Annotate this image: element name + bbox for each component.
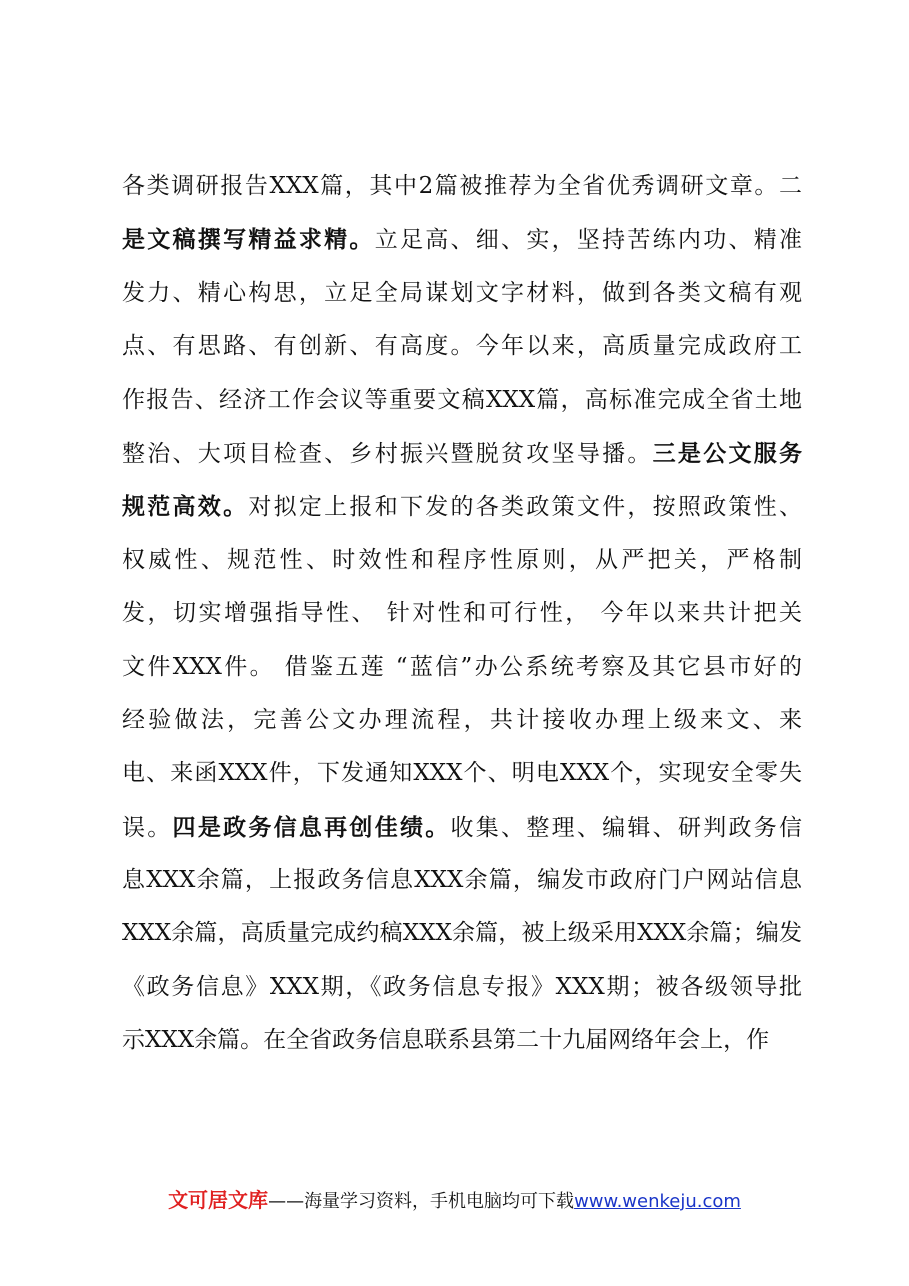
text-line	[122, 801, 802, 854]
text-line	[122, 427, 802, 480]
text-segment: 立足高、细、实，坚持苦练内功、精准	[374, 227, 802, 254]
footer-link[interactable]: www.wenkeju.com	[574, 1191, 741, 1212]
bold-heading-segment: 四是政务信息再创佳绩。	[172, 813, 451, 841]
text-line	[122, 160, 802, 213]
text-segment: 《政务信息》XXX期，《政务信息专报》XXX期；被各级领导批	[122, 973, 802, 1000]
text-segment: 点、有思路、有创新、有高度。今年以来，高质量完成政府工	[122, 333, 802, 360]
bold-heading-segment: 三是公文服务	[652, 439, 802, 467]
text-segment: XXX余篇，高质量完成约稿XXX余篇，被上级采用XXX余篇；编发	[122, 920, 802, 947]
text-segment: 息XXX余篇，上报政务信息XXX余篇，编发市政府门户网站信息	[122, 867, 802, 894]
text-segment: 经验做法，完善公文办理流程，共计接收办理上级来文、来	[122, 706, 802, 733]
text-line	[122, 374, 802, 427]
text-segment: 各类调研报告XXX篇，其中2篇被推荐为全省优秀调研文章。二	[122, 173, 802, 199]
text-line	[122, 1014, 802, 1067]
text-segment: 作报告、经济工作会议等重要文稿XXX篇，高标准完成全省土地	[122, 386, 802, 413]
footer-banner	[0, 1184, 909, 1213]
text-segment: 整治、大项目检查、乡村振兴暨脱贫攻坚导播。	[122, 440, 653, 467]
text-segment: 发，切实增强指导性、 针对性和可行性， 今年以来共计把关	[122, 600, 802, 627]
text-line	[122, 213, 802, 266]
text-segment: 发力、精心构思，立足全局谋划文字材料，做到各类文稿有观	[122, 279, 802, 306]
footer-brand: 文可居文库	[168, 1188, 269, 1212]
bold-heading-segment: 规范高效。	[122, 493, 249, 521]
text-segment: 文件XXX件。 借鉴五莲 “蓝信”办公系统考察及其它县市好的	[122, 653, 802, 680]
text-line	[122, 641, 802, 694]
text-line	[122, 320, 802, 373]
text-segment: 误。	[122, 814, 173, 841]
text-segment: 权威性、规范性、时效性和程序性原则，从严把关，严格制	[122, 546, 802, 573]
text-line	[122, 267, 802, 320]
text-segment: 示XXX余篇。在全省政务信息联系县第二十九届网络年会上，作	[122, 1027, 770, 1054]
text-segment: 电、来函XXX件，下发通知XXX个、明电XXX个，实现安全零失	[122, 760, 802, 787]
footer-tagline: 海量学习资料，手机电脑均可下载	[304, 1191, 575, 1212]
text-line	[122, 854, 802, 907]
text-line	[122, 480, 802, 533]
text-line	[122, 534, 802, 587]
bold-heading-segment: 是文稿撰写精益求精。	[122, 226, 375, 254]
footer-separator: ——	[268, 1191, 305, 1212]
text-line	[122, 961, 802, 1014]
text-line	[122, 694, 802, 747]
text-line	[122, 587, 802, 640]
text-segment: 对拟定上报和下发的各类政策文件，按照政策性、	[248, 494, 802, 521]
text-line	[122, 747, 802, 800]
text-line	[122, 907, 802, 960]
document-body	[122, 160, 802, 1068]
text-segment: 收集、整理、编辑、研判政务信	[450, 814, 802, 841]
